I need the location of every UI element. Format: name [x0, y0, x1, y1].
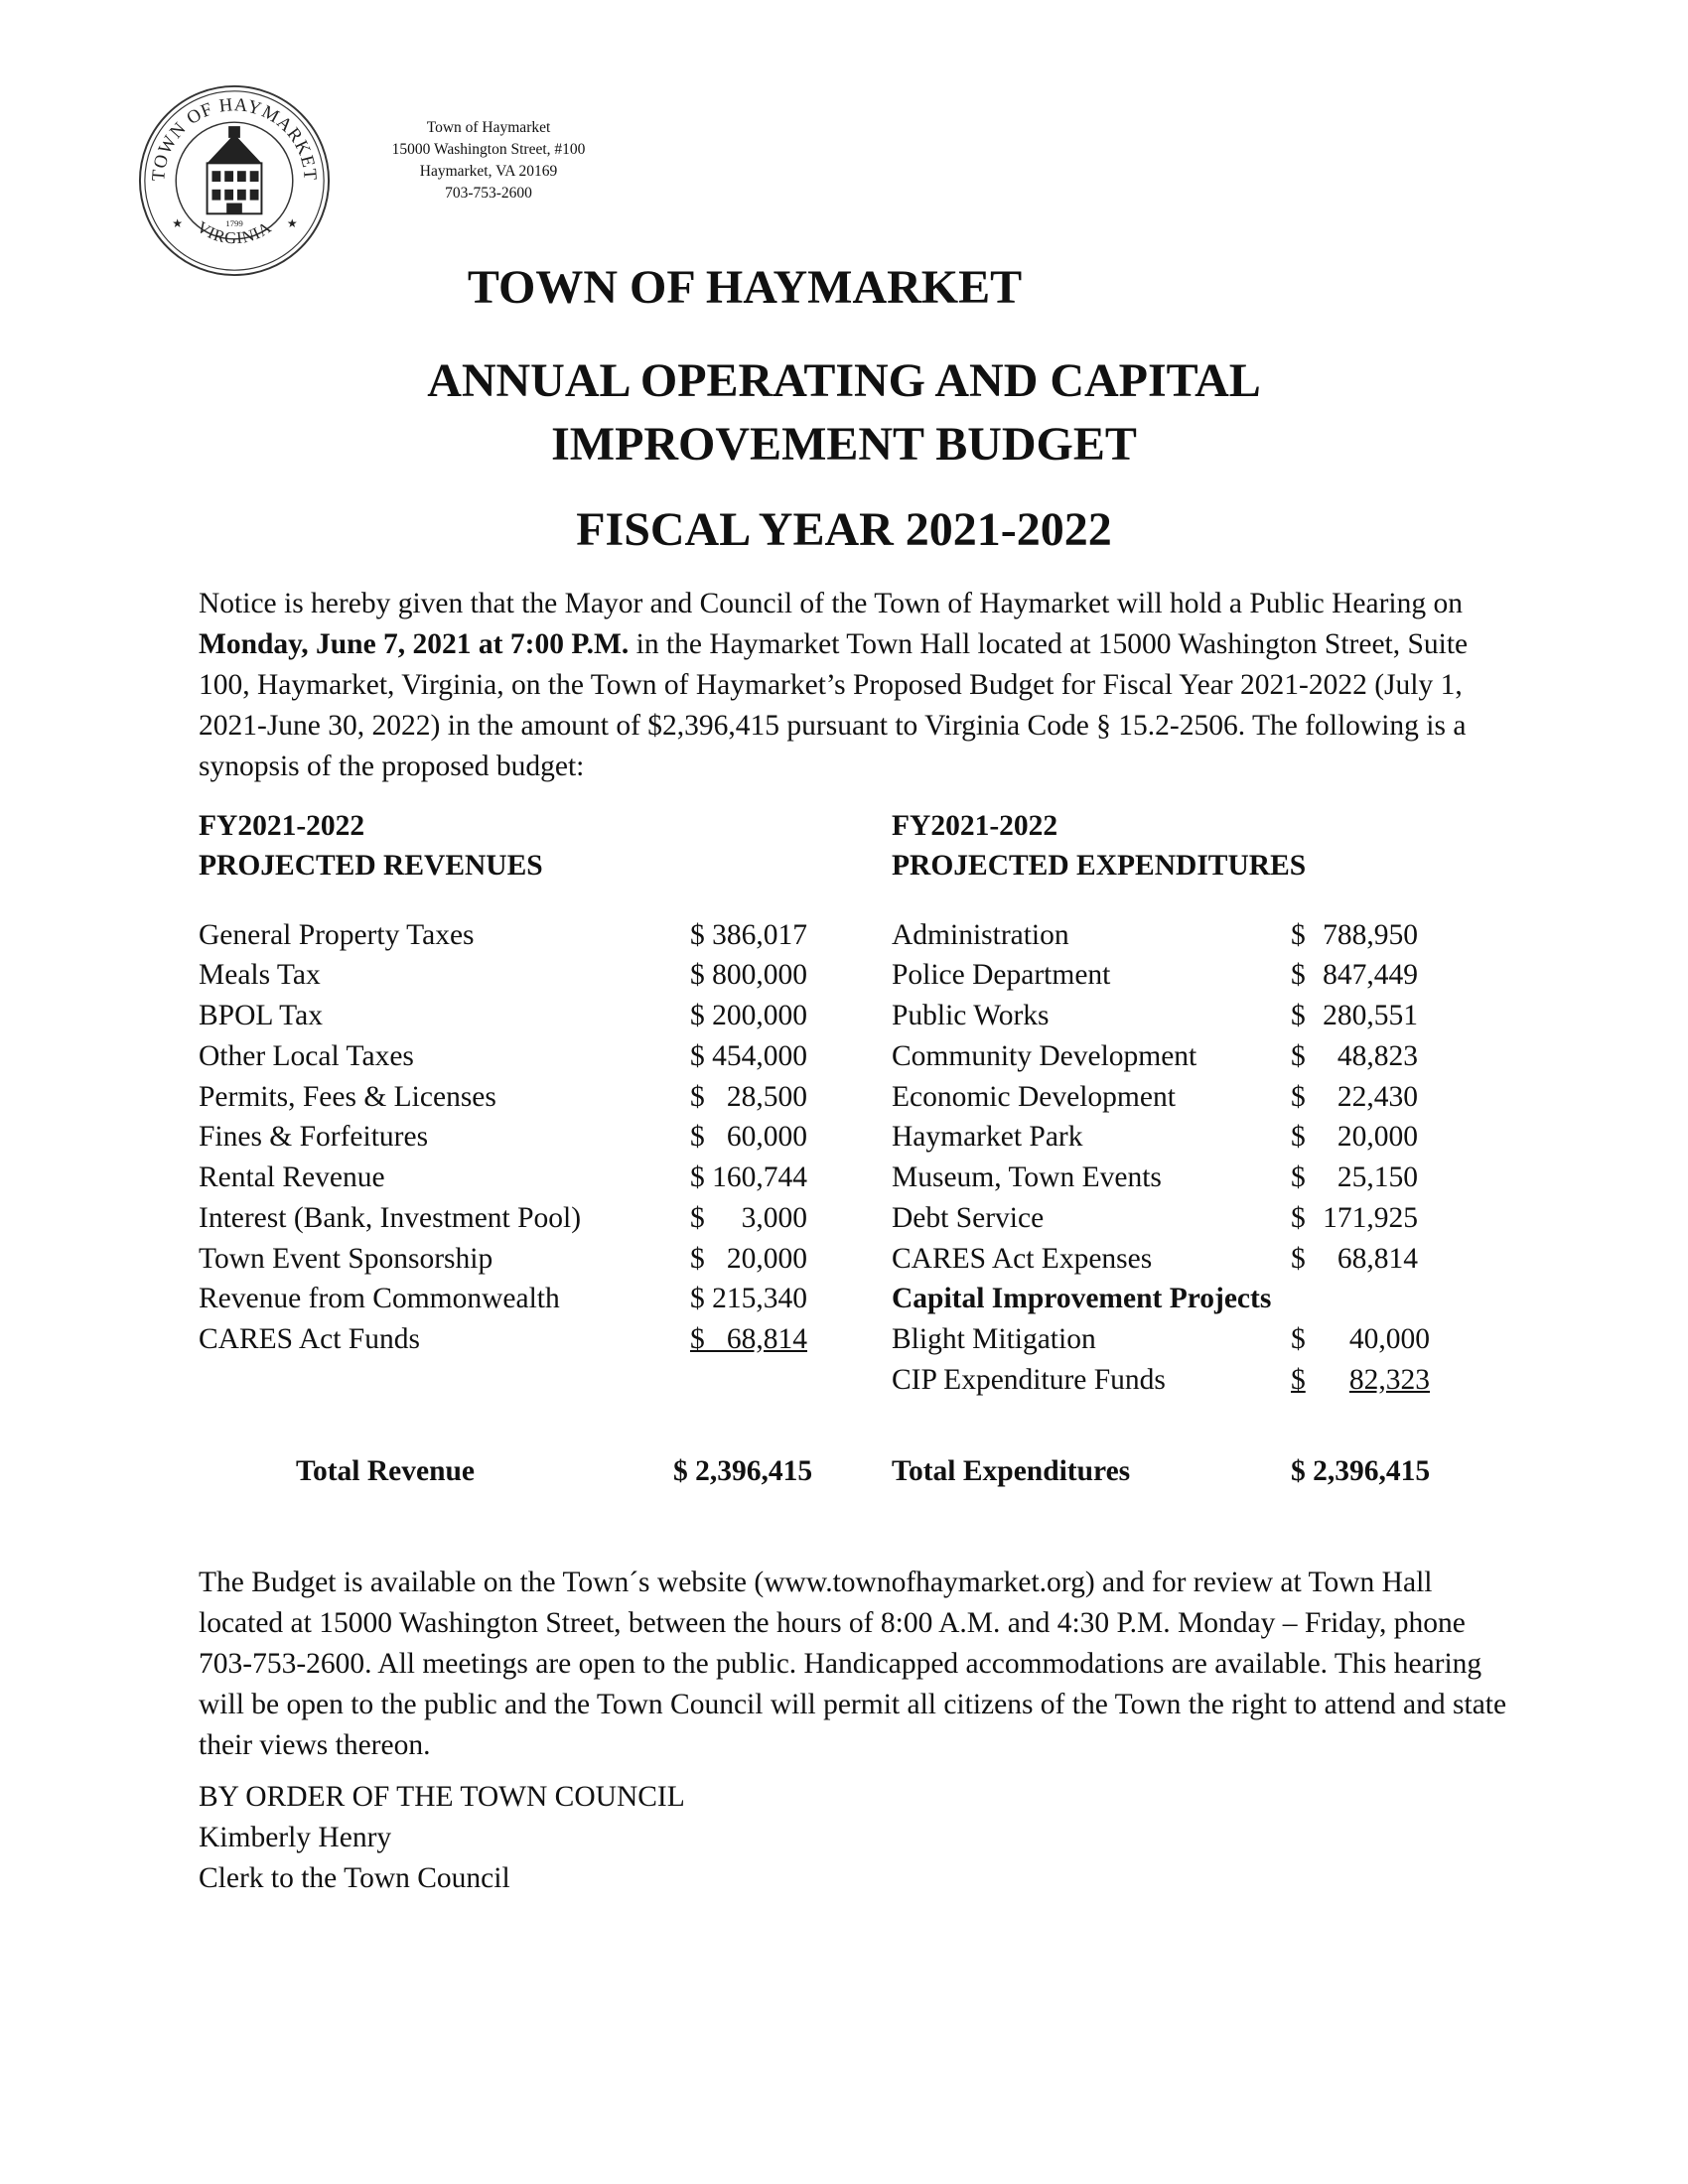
revenue-amount: $ 160,744	[690, 1161, 807, 1193]
expenditure-amount: 22,430	[1336, 1081, 1418, 1113]
expenditure-label: Community Development	[892, 1040, 1197, 1072]
notice-rest: in the Haymarket Town Hall located at 15000 Washington Street, Suite 100, Haymarket, Virginia, on the Town of Haymarket’s Proposed Budget for Fiscal Year 2021-2022 (July 1, 2021-June 30, 2022) in the amount of $2,396,415 pursuant to Virginia Code § 15.2-2506. The following is a synopsis of the proposed budget:	[199, 628, 1469, 782]
revenue-amount: $ 28,500	[690, 1081, 807, 1113]
expenditure-dollar: $	[1291, 1121, 1306, 1153]
budget-title-line: ANNUAL OPERATING AND CAPITAL	[427, 354, 1261, 407]
revenue-label: General Property Taxes	[199, 919, 475, 951]
hearing-notice	[199, 584, 1509, 787]
revenue-label: Other Local Taxes	[199, 1040, 414, 1072]
revenue-label: Fines & Forfeitures	[199, 1121, 429, 1153]
revenue-label: Rental Revenue	[199, 1161, 385, 1193]
notice-intro: Notice is hereby given that the Mayor and Council of the Town of Haymarket will hold a Public Hearing on	[199, 588, 1463, 619]
expenditure-label: Economic Development	[892, 1081, 1176, 1113]
revenue-label: Permits, Fees & Licenses	[199, 1081, 496, 1113]
revenue-amount: $ 200,000	[690, 1000, 807, 1031]
total-expenditures-amount: $ 2,396,415	[1291, 1455, 1431, 1487]
signoff-name: Kimberly Henry	[199, 1822, 392, 1853]
expenditure-label: Haymarket Park	[892, 1121, 1083, 1153]
town-title: TOWN OF HAYMARKET	[467, 261, 1023, 314]
revenue-label: Revenue from Commonwealth	[199, 1283, 560, 1314]
revenue-amount: $ 3,000	[690, 1202, 807, 1234]
expenditure-label: Debt Service	[892, 1202, 1045, 1234]
revenue-label: Meals Tax	[199, 959, 321, 991]
svg-text:TOWN OF HAYMARKET: TOWN OF HAYMARKET	[148, 94, 321, 183]
expenditure-dollar: $	[1291, 1161, 1306, 1193]
revenue-amount: $ 215,340	[690, 1283, 807, 1314]
revenue-label: BPOL Tax	[199, 1000, 323, 1031]
expenditure-label: Administration	[892, 919, 1069, 951]
expenditure-dollar: $	[1291, 919, 1306, 951]
cip-dollar: $	[1291, 1364, 1306, 1396]
expenditure-amount: 847,449	[1323, 959, 1418, 991]
revenue-label: CARES Act Funds	[199, 1323, 420, 1355]
expenditure-dollar: $	[1291, 1202, 1306, 1234]
expenditure-dollar: $	[1291, 1040, 1306, 1072]
svg-text:1799: 1799	[225, 218, 243, 229]
revenue-amount: $ 454,000	[690, 1040, 807, 1072]
hearing-date: Monday, June 7, 2021 at 7:00 P.M.	[199, 628, 630, 660]
signoff-order: BY ORDER OF THE TOWN COUNCIL	[199, 1781, 685, 1813]
signoff	[199, 1777, 685, 1899]
expenditures-heading-title: PROJECTED EXPENDITURES	[892, 850, 1307, 882]
expenditure-amount: 48,823	[1336, 1040, 1418, 1072]
total-revenue-label: Total Revenue	[296, 1455, 476, 1487]
expenditure-dollar: $	[1291, 1000, 1306, 1031]
expenditure-label: Public Works	[892, 1000, 1050, 1031]
expenditures-heading-year: FY2021-2022	[892, 810, 1058, 842]
address-line: Town of Haymarket	[426, 119, 551, 136]
expenditure-amount: 788,950	[1323, 919, 1418, 951]
signoff-title: Clerk to the Town Council	[199, 1862, 510, 1894]
town-address	[359, 117, 618, 205]
expenditure-label: CARES Act Expenses	[892, 1243, 1153, 1275]
revenue-amount: $ 800,000	[690, 959, 807, 991]
expenditure-dollar: $	[1291, 959, 1306, 991]
address-line: 15000 Washington Street, #100	[391, 141, 586, 158]
address-line: 703-753-2600	[445, 185, 532, 202]
budget-title-line: IMPROVEMENT BUDGET	[551, 418, 1137, 471]
revenue-label: Town Event Sponsorship	[199, 1243, 493, 1275]
svg-text:VIRGINIA: VIRGINIA	[193, 216, 276, 248]
revenue-amount: $ 386,017	[690, 919, 807, 951]
expenditure-amount: 20,000	[1336, 1121, 1418, 1153]
revenue-label: Interest (Bank, Investment Pool)	[199, 1202, 582, 1234]
town-seal-logo	[137, 83, 332, 278]
svg-text:★: ★	[286, 217, 298, 231]
expenditures-heading	[892, 806, 1306, 886]
revenues-heading	[199, 806, 543, 886]
revenues-heading-title: PROJECTED REVENUES	[199, 850, 543, 882]
cip-amount: 40,000	[1348, 1323, 1430, 1355]
expenditure-dollar: $	[1291, 1243, 1306, 1275]
cip-dollar: $	[1291, 1323, 1306, 1355]
cip-label: CIP Expenditure Funds	[892, 1364, 1166, 1396]
revenue-amount: $ 20,000	[690, 1243, 807, 1275]
svg-text:★: ★	[172, 217, 183, 231]
fiscal-year-title: FISCAL YEAR 2021-2022	[576, 503, 1112, 556]
address-line: Haymarket, VA 20169	[419, 163, 558, 180]
revenue-amount: $ 68,814	[690, 1323, 807, 1355]
revenue-amount: $ 60,000	[690, 1121, 807, 1153]
expenditure-amount: 280,551	[1323, 1000, 1418, 1031]
expenditure-amount: 171,925	[1323, 1202, 1418, 1234]
cip-label: Blight Mitigation	[892, 1323, 1096, 1355]
expenditure-label: Police Department	[892, 959, 1111, 991]
expenditure-label: Museum, Town Events	[892, 1161, 1162, 1193]
availability-notice: The Budget is available on the Town´s website (www.townofhaymarket.org) and for review at Town Hall located at 15000 Washington Street, between the hours of 8:00 A.M. and 4:30 P.M. Monday – Friday, phone 703-753-2600. All meetings are open to the public. Handicapped accommodations are available. This hearing will be open to the public and the Town Council will permit all citizens of the Town the right to attend and state their views thereon.	[199, 1567, 1507, 1761]
cip-amount: 82,323	[1348, 1364, 1430, 1396]
cip-heading: Capital Improvement Projects	[892, 1283, 1272, 1314]
expenditure-amount: 68,814	[1336, 1243, 1418, 1275]
total-revenue-amount: $ 2,396,415	[673, 1455, 813, 1487]
expenditure-dollar: $	[1291, 1081, 1306, 1113]
budget-title	[0, 349, 1688, 477]
expenditure-amount: 25,150	[1336, 1161, 1418, 1193]
total-expenditures-label: Total Expenditures	[892, 1455, 1131, 1487]
revenues-heading-year: FY2021-2022	[199, 810, 365, 842]
